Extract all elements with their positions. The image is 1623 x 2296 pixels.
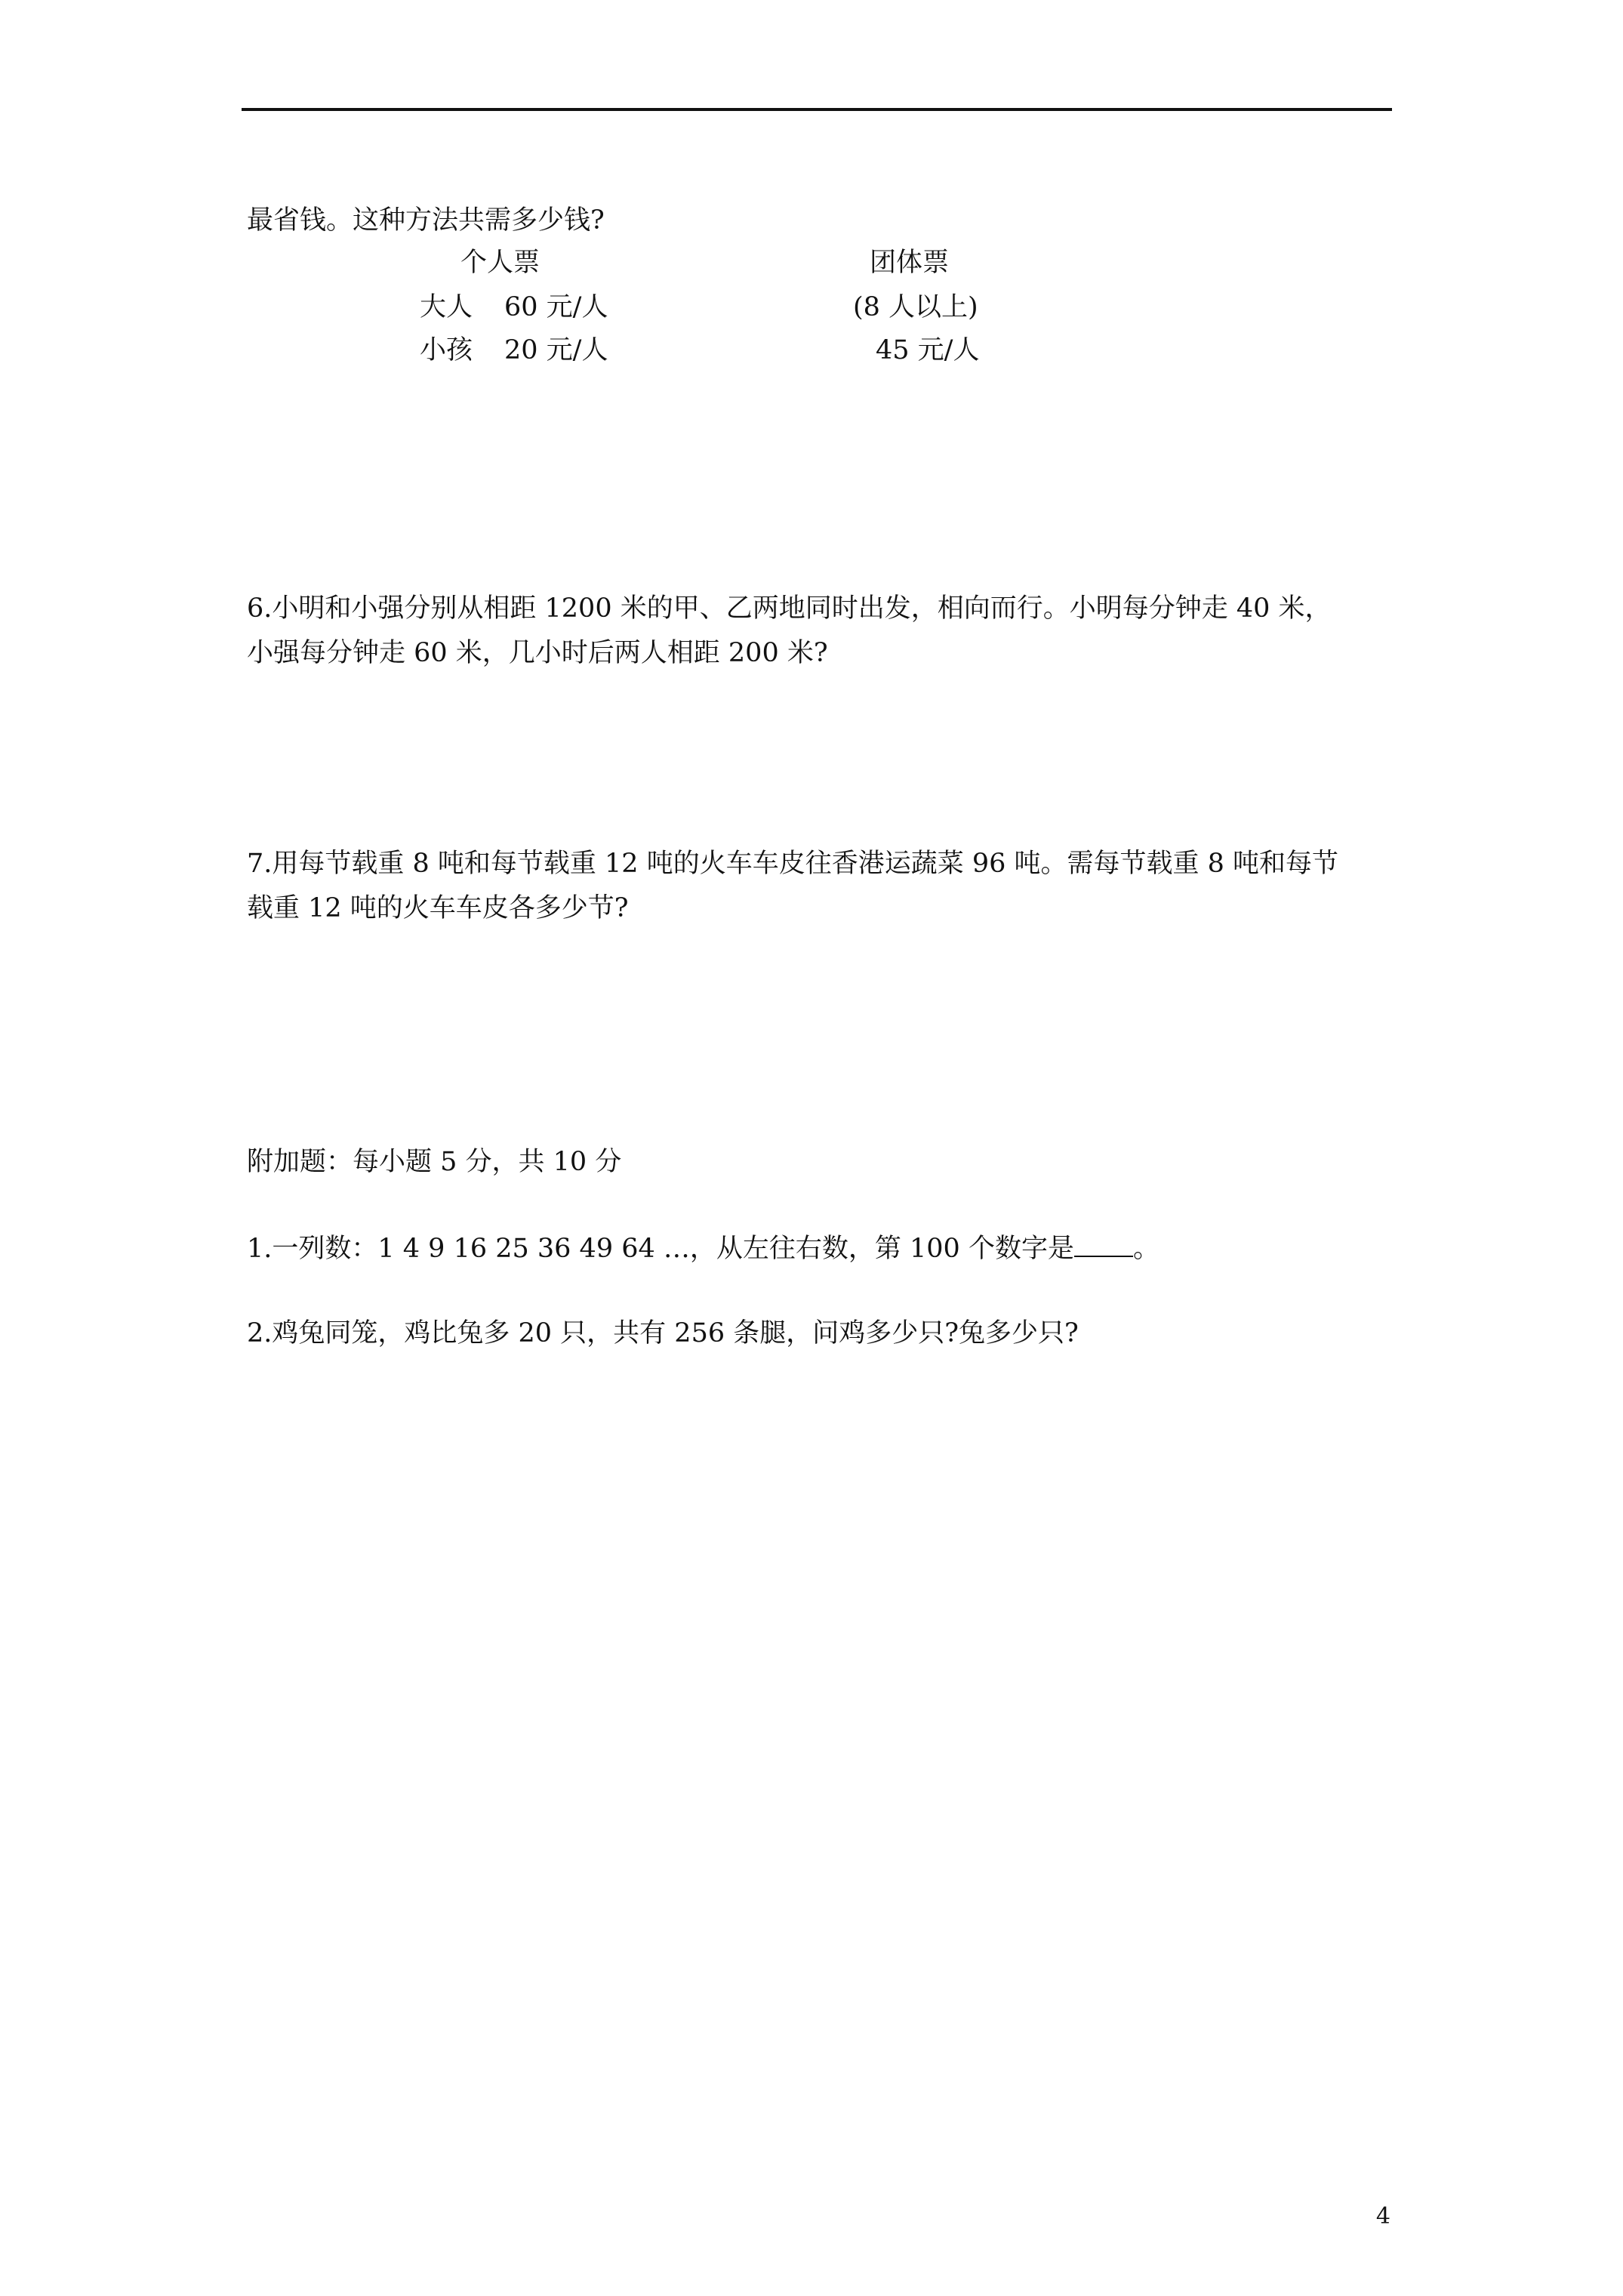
question-6-line-2: 小强每分钟走 60 米，几小时后两人相距 200 米? [247,638,828,668]
child-label: 小孩 [420,335,473,365]
continuation-text: 最省钱。这种方法共需多少钱? [247,205,605,236]
page-number: 4 [1375,2203,1390,2230]
adult-label: 大人 [420,292,473,322]
group-ticket-header: 团体票 [870,248,950,278]
bonus-item-2: 2.鸡兔同笼，鸡比兔多 20 只，共有 256 条腿，问鸡多少只?兔多少只? [247,1318,1079,1348]
answer-blank [1074,1233,1133,1257]
bonus-item-1-end: 。 [1132,1234,1160,1264]
question-7-line-1: 7.用每节载重 8 吨和每节载重 12 吨的火车车皮往香港运蔬菜 96 吨。需每节载重 8 吨和每节 [247,849,1339,879]
adult-price: 60 元/人 [504,292,608,322]
question-7-line-2: 载重 12 吨的火车车皮各多少节? [247,893,629,923]
header-rule [242,108,1392,111]
question-6-line-1: 6.小明和小强分别从相距 1200 米的甲、乙两地同时出发，相向而行。小明每分钟走 40 米， [247,593,1332,624]
child-price: 20 元/人 [504,335,608,365]
bonus-heading: 附加题：每小题 5 分，共 10 分 [247,1147,622,1177]
group-condition: (8 人以上) [853,292,978,322]
bonus-item-1-text: 1.一列数：1 4 9 16 25 36 49 64 …，从左往右数，第 100 个数字是 [247,1234,1074,1264]
bonus-item-1 [247,1232,1160,1265]
individual-ticket-header: 个人票 [460,248,540,278]
group-price: 45 元/人 [876,335,980,365]
